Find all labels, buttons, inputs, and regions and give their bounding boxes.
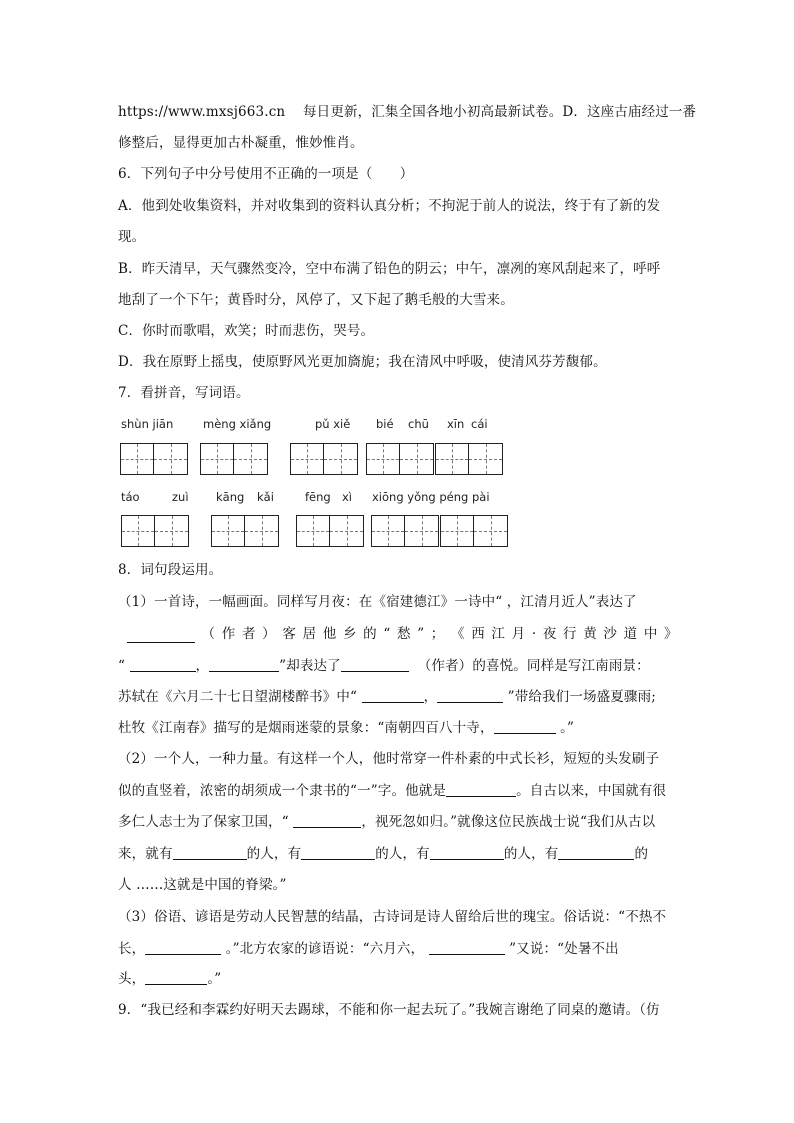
pinyin-label: zuì bbox=[172, 490, 189, 504]
grid-cell[interactable] bbox=[436, 444, 469, 474]
char: 行 bbox=[563, 626, 577, 642]
char: 他 bbox=[322, 626, 337, 642]
writing-grid[interactable] bbox=[290, 443, 358, 475]
pinyin-label: xiōng yǒng péng pài bbox=[372, 490, 490, 504]
pinyin-label: kǎi bbox=[257, 490, 274, 504]
char: 客 bbox=[282, 626, 297, 642]
q6-option-b: B．昨天清早，天气骤然变冷，空中布满了铅色的阴云；中午，凛冽的寒风刮起来了，呼呼 bbox=[118, 261, 661, 277]
grid-cell[interactable] bbox=[405, 516, 438, 546]
q8-p1-line-4: 苏轼在《六月二十七日望湖楼醉书》中“ ， ”带给我们一场盛夏骤雨; bbox=[118, 689, 656, 705]
writing-grid[interactable] bbox=[211, 515, 279, 547]
source-notice: 每日更新，汇集全国各地小初高最新试卷。D．这座古庙经过一番 bbox=[303, 104, 697, 120]
q6-option-a-cont: 现。 bbox=[118, 229, 146, 245]
char: 作 bbox=[221, 626, 236, 642]
answer-blank[interactable] bbox=[293, 813, 361, 828]
grid-cell[interactable] bbox=[324, 444, 357, 474]
answer-blank[interactable] bbox=[130, 657, 196, 672]
q8-p2-line-4: 来，就有 的人，有 的人，有 的人，有 的 bbox=[118, 846, 649, 862]
grid-cell[interactable] bbox=[212, 516, 245, 546]
q6-option-b-cont: 地刮了一个下午；黄昏时分，风停了，又下起了鹅毛般的大雪来。 bbox=[118, 292, 514, 308]
grid-cell[interactable] bbox=[245, 516, 278, 546]
char: “ bbox=[383, 626, 391, 642]
grid-cell[interactable] bbox=[367, 444, 400, 474]
answer-blank[interactable] bbox=[558, 845, 634, 860]
writing-grid[interactable] bbox=[200, 443, 268, 475]
char: 中 bbox=[643, 626, 658, 642]
char: 《 bbox=[451, 626, 465, 642]
grid-cell[interactable] bbox=[234, 444, 267, 474]
q9-stem: 9．“我已经和李霖约好明天去踢球，不能和你一起去玩了。”我婉言谢绝了同桌的邀请。（仿 bbox=[118, 1002, 660, 1018]
q7-stem: 7．看拼音，写词语。 bbox=[118, 385, 250, 401]
grid-cell[interactable] bbox=[201, 444, 234, 474]
grid-cell[interactable] bbox=[400, 444, 433, 474]
grid-cell[interactable] bbox=[297, 516, 330, 546]
answer-blank[interactable] bbox=[437, 688, 503, 703]
char: 愁 bbox=[396, 626, 411, 642]
answer-blank[interactable] bbox=[145, 940, 221, 955]
pinyin-label: mèng xiǎng bbox=[203, 417, 272, 431]
char: 沙 bbox=[603, 626, 618, 642]
writing-grid[interactable] bbox=[371, 515, 439, 547]
q8-p1-line-1: （1）一首诗，一幅画面。同样写月夜：在《宿建德江》一诗中“ ，江清月近人”表达了 bbox=[118, 594, 637, 610]
answer-blank[interactable] bbox=[301, 845, 375, 860]
char: 江 bbox=[491, 626, 506, 642]
grid-cell[interactable] bbox=[469, 444, 502, 474]
char: · bbox=[531, 626, 537, 642]
q8-p1-line-5: 杜牧《江南春》描写的是烟雨迷蒙的景象：“南朝四百八十寺， 。” bbox=[118, 720, 575, 736]
grid-cell[interactable] bbox=[154, 444, 187, 474]
char: 乡 bbox=[342, 626, 357, 642]
pinyin-label: cái bbox=[471, 417, 488, 431]
answer-blank[interactable] bbox=[145, 970, 207, 985]
pinyin-label: fēng bbox=[305, 490, 331, 504]
grid-cell[interactable] bbox=[121, 444, 154, 474]
q8-p3-line-2: 长， 。”北方农家的谚语说：“六月六， ”又说：“处暑不出 bbox=[118, 941, 619, 957]
answer-blank[interactable] bbox=[429, 940, 505, 955]
writing-grid[interactable] bbox=[120, 443, 188, 475]
answer-blank[interactable] bbox=[341, 657, 409, 672]
answer-blank[interactable] bbox=[127, 628, 195, 643]
pinyin-label: shùn jiān bbox=[121, 417, 174, 431]
char: 的 bbox=[363, 626, 377, 642]
q6-option-a: A．他到处收集资料，并对收集到的资料认真分析；不拘泥于前人的说法，终于有了新的发 bbox=[118, 198, 661, 214]
answer-blank[interactable] bbox=[494, 719, 556, 734]
writing-grid[interactable] bbox=[121, 515, 189, 547]
answer-blank[interactable] bbox=[430, 845, 504, 860]
q8-p3-line-3: 头， 。” bbox=[118, 971, 222, 987]
grid-cell[interactable] bbox=[155, 516, 188, 546]
q6-option-c: C．你时而歌唱，欢笑；时而悲伤，哭号。 bbox=[118, 323, 375, 339]
char: 黄 bbox=[583, 626, 597, 642]
char: 者 bbox=[241, 626, 256, 642]
char: 道 bbox=[623, 626, 638, 642]
char: 西 bbox=[471, 626, 485, 642]
q5-line-1 bbox=[118, 103, 697, 121]
grid-cell[interactable] bbox=[122, 516, 155, 546]
q8-p2-line-3: 多仁人志士为了保家卫国，“ ，视死忽如归。”就像这位民族战士说“我们从古以 bbox=[118, 814, 656, 830]
char: 》 bbox=[664, 626, 678, 642]
answer-blank[interactable] bbox=[362, 688, 424, 703]
char: 居 bbox=[302, 626, 317, 642]
answer-blank[interactable] bbox=[173, 845, 247, 860]
q6-stem: 6．下列句子中分号使用不正确的一项是（ ） bbox=[118, 166, 414, 182]
pinyin-label: bié bbox=[376, 417, 394, 431]
writing-grid[interactable] bbox=[440, 515, 508, 547]
source-url: https://www.mxsj663.cn bbox=[118, 104, 286, 120]
q6-option-d: D．我在原野上摇曳，使原野风光更加旖旎；我在清风中呼吸，使清风芬芳馥郁。 bbox=[118, 354, 607, 370]
q8-stem: 8．词句段运用。 bbox=[118, 562, 223, 578]
writing-grid[interactable] bbox=[435, 443, 503, 475]
char: 夜 bbox=[542, 626, 557, 642]
char: （ bbox=[201, 626, 216, 642]
grid-cell[interactable] bbox=[474, 516, 507, 546]
pinyin-label: chū bbox=[408, 417, 429, 431]
pinyin-label: xì bbox=[342, 490, 353, 504]
q8-p3-line-1: （3）俗语、谚语是劳动人民智慧的结晶，古诗词是诗人留给后世的瑰宝。俗话说：“不热不 bbox=[118, 909, 667, 925]
char: 月 bbox=[511, 626, 526, 642]
pinyin-label: xīn bbox=[447, 417, 465, 431]
q8-p1-line-3: “ ， ”却表达了 （作者）的喜悦。同样是写江南雨景： bbox=[118, 658, 650, 674]
char: ； bbox=[430, 626, 445, 642]
grid-cell[interactable] bbox=[441, 516, 474, 546]
q8-p2-line-5: 人 ……这就是中国的脊梁。” bbox=[118, 877, 287, 893]
grid-cell[interactable] bbox=[291, 444, 324, 474]
grid-cell[interactable] bbox=[372, 516, 405, 546]
q8-p1-line-2 bbox=[118, 625, 678, 643]
answer-blank[interactable] bbox=[446, 782, 516, 797]
pinyin-label: táo bbox=[121, 490, 140, 504]
q8-p2-line-1: （2）一个人，一种力量。有这样一个人，他时常穿一件朴素的中式长衫，短短的头发刷子 bbox=[118, 751, 660, 767]
q5-line-2: 修整后，显得更加古朴凝重，惟妙惟肖。 bbox=[118, 135, 364, 151]
q8-p2-line-2: 似的直竖着，浓密的胡须成一个隶书的“一”字。他就是 。自古以来，中国就有很 bbox=[118, 783, 667, 799]
pinyin-label: kāng bbox=[216, 490, 245, 504]
grid-cell[interactable] bbox=[330, 516, 363, 546]
char: ） bbox=[262, 626, 276, 642]
writing-grid[interactable] bbox=[296, 515, 364, 547]
answer-blank[interactable] bbox=[209, 657, 279, 672]
char: ” bbox=[417, 626, 425, 642]
writing-grid[interactable] bbox=[366, 443, 434, 475]
pinyin-label: pǔ xiě bbox=[315, 417, 351, 431]
